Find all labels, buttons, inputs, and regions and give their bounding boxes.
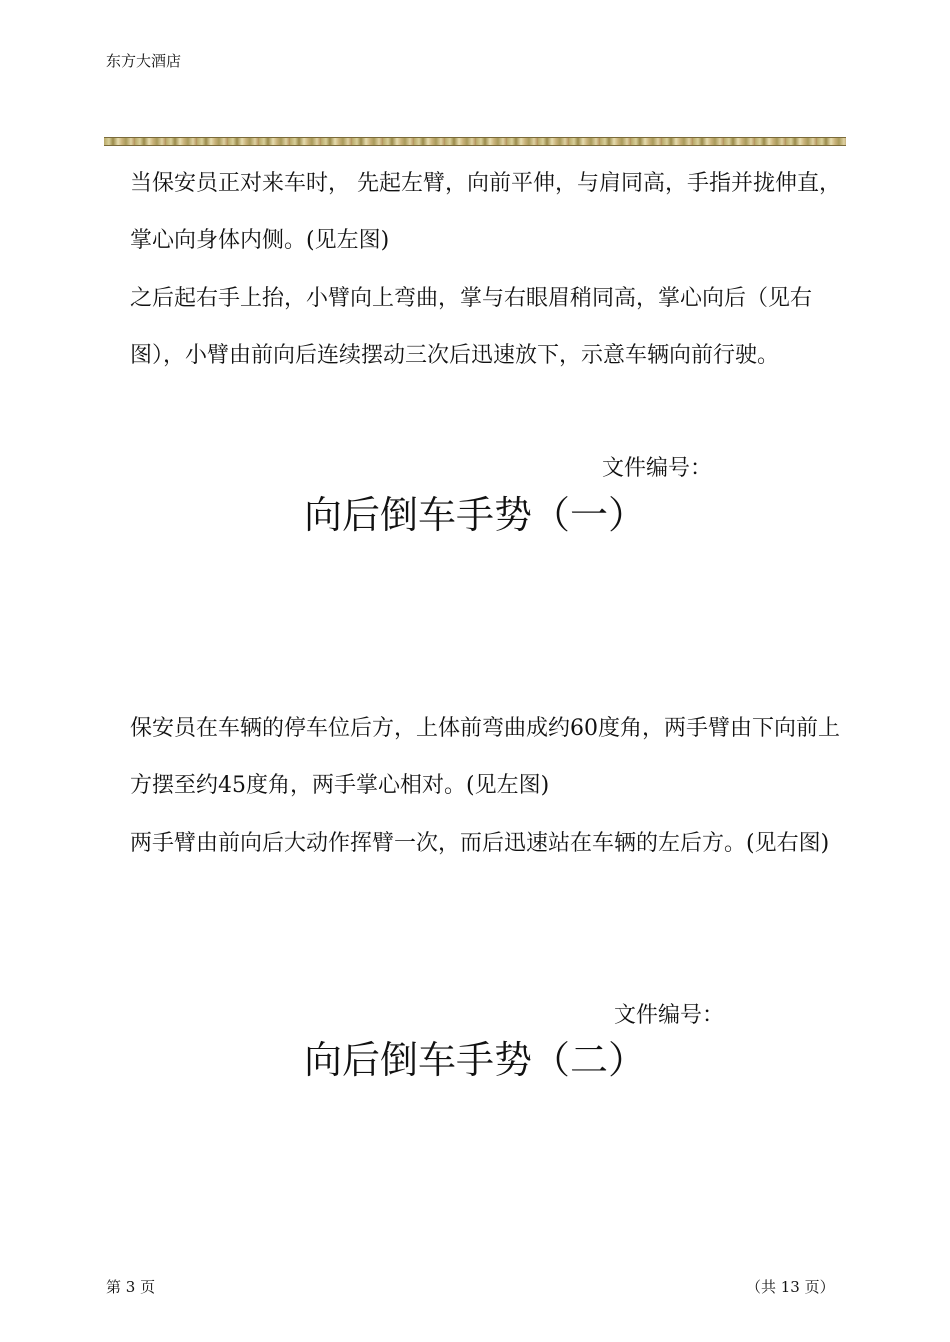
section-heading: 向后倒车手势（一） — [303, 493, 646, 537]
decorative-divider — [104, 137, 846, 146]
file-number-label: 文件编号： — [602, 456, 713, 481]
body-paragraph: 之后起右手上抬，小臂向上弯曲，掌与右眼眉稍同高，掌心向后（见右图），小臂由前向后连续摆动三次后迅速放下，示意车辆向前行驶。 — [130, 286, 813, 368]
body-paragraph: 两手臂由前向后大动作挥臂一次，而后迅速站在车辆的左后方。(见右图) — [130, 831, 830, 856]
page-number: 第 3 页 — [106, 1278, 156, 1296]
section-heading: 向后倒车手势（二） — [303, 1038, 646, 1082]
body-paragraph: 当保安员正对来车时， 先起左臂，向前平伸，与肩同高，手指并拢伸直，掌心向身体内侧。(见左图) — [130, 171, 841, 253]
hotel-name: 东方大酒店 — [106, 52, 182, 70]
body-paragraph: 保安员在车辆的停车位后方，上体前弯曲成约60度角，两手臂由下向前上方摆至约45度角，两手掌心相对。(见左图) — [130, 716, 840, 798]
file-number-label: 文件编号： — [614, 1003, 725, 1028]
total-pages: （共 13 页） — [746, 1278, 835, 1296]
